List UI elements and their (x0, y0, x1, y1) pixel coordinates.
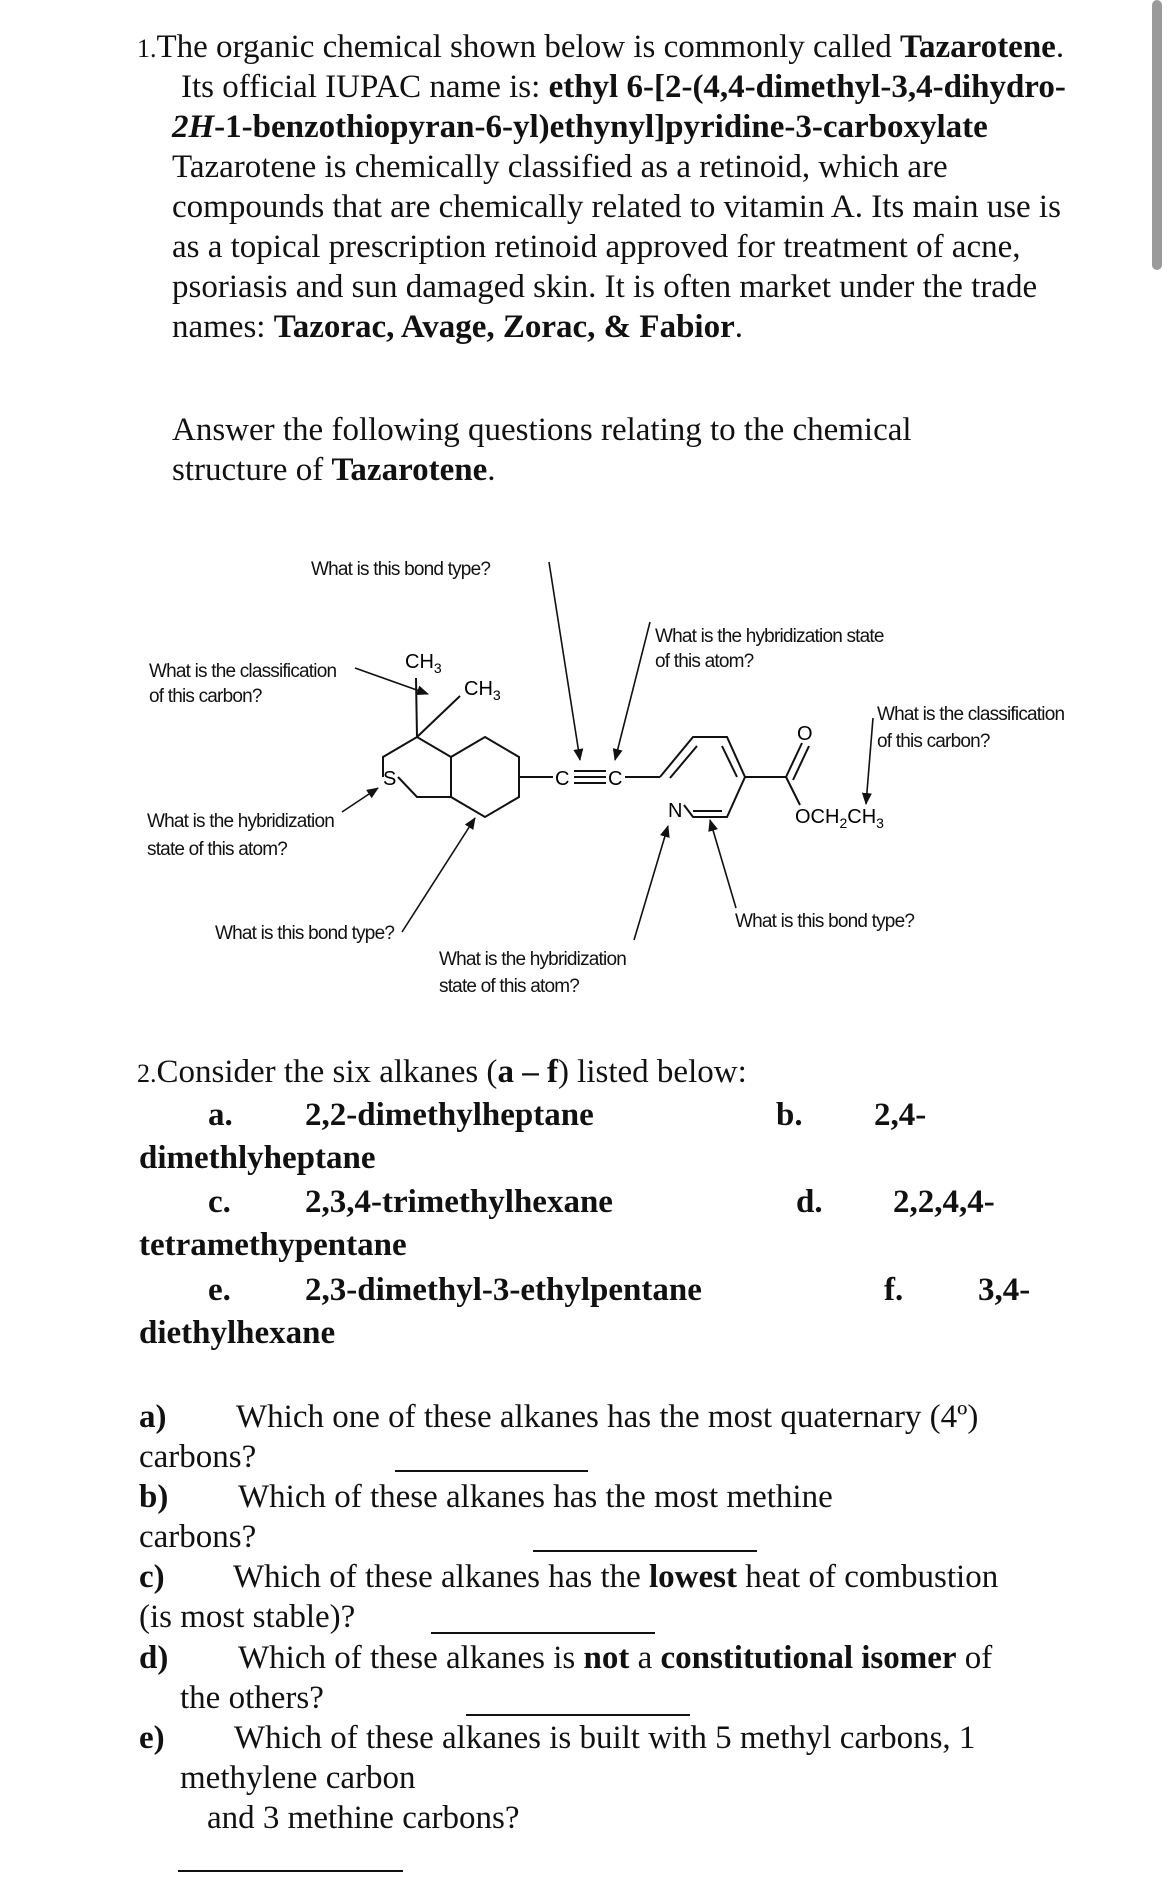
q1-line-5: compounds that are chemically related to vitamin A. Its main use is (172, 189, 1061, 225)
alkane-b-letter: b. (776, 1097, 803, 1133)
subq-d-post: of (956, 1640, 993, 1676)
arrow-bond-top (549, 562, 580, 760)
arrow-hyb-bottom (634, 826, 668, 940)
subq-d-pre: Which of these alkanes is (238, 1640, 584, 1676)
alkane-a-letter: a. (208, 1097, 233, 1133)
subq-b-line-1: Which of these alkanes has the most methine (238, 1479, 833, 1515)
subq-e-line-1: Which of these alkanes is built with 5 methyl carbons, 1 (234, 1720, 976, 1756)
alkane-d-name-2: tetramethypentane (139, 1227, 407, 1263)
alkane-c-name: 2,3,4-trimethylhexane (305, 1184, 613, 1220)
ester-bond-2 (786, 777, 800, 805)
label-classification-right-2: of this carbon? (877, 731, 990, 752)
alkane-d-letter: d. (796, 1184, 823, 1220)
q1-line-7: psoriasis and sun damaged skin. It is often market under the trade (172, 269, 1038, 305)
q1-line-6: as a topical prescription retinoid approved for treatment of acne, (172, 229, 1021, 265)
alkane-f-name-1: 3,4- (978, 1272, 1031, 1308)
atom-ch3-right: $CH_3$ (464, 678, 501, 703)
q1-l1-pre: The organic chemical shown below is commonly called (156, 29, 901, 65)
q1-number: 1. (137, 34, 157, 63)
arrow-classif-right (866, 718, 873, 804)
label-hybridization-right-1: What is the hybridization state (655, 626, 884, 647)
label-hybridization-bottom-2: state of this atom? (439, 976, 580, 997)
alkane-c-letter: c. (208, 1184, 231, 1220)
arrow-bond-bottom-right (710, 820, 736, 908)
arrow-hyb-left (342, 788, 378, 812)
q2-intro-pre: Consider the six alkanes ( (156, 1054, 498, 1090)
subq-d-bold-2: constitutional isomer (660, 1640, 957, 1676)
subq-b-letter: b) (139, 1479, 169, 1515)
alkane-e-name: 2,3-dimethyl-3-ethylpentane (305, 1272, 702, 1308)
subq-c-bold: lowest (649, 1559, 737, 1595)
q1-ans2-pre: structure of (172, 452, 332, 488)
alkane-b-name-1: 2,4- (874, 1097, 927, 1133)
subq-a-line-2: carbons? (139, 1439, 257, 1475)
alkane-a-name: 2,2-dimethylheptane (305, 1097, 594, 1133)
alkane-f-name-2: diethylhexane (139, 1315, 336, 1351)
q1-l3-bold: -1-benzothiopyran-6-yl)ethynyl]pyridine-3-carboxylate (214, 109, 988, 145)
q1-l8-post: . (734, 309, 743, 345)
subq-a-letter: a) (139, 1399, 167, 1435)
label-hybridization-right-2: of this atom? (655, 651, 754, 672)
pyridine-double-1 (670, 746, 697, 778)
label-bond-type-bottom-left: What is this bond type? (215, 923, 395, 944)
arrow-bond-bottom-left (402, 818, 475, 932)
q1-l3-italic: 2H (172, 109, 215, 145)
q2-intro (137, 1052, 747, 1094)
answer-blank-b[interactable] (533, 1550, 757, 1552)
subq-b-line-2: carbons? (139, 1519, 257, 1555)
q1-l1-bold: Tazarotene (900, 29, 1056, 65)
subq-e-letter: e) (139, 1720, 165, 1756)
pointer-arrows (342, 562, 873, 940)
q1-line-4: Tazarotene is chemically classified as a retinoid, which are (172, 149, 948, 185)
q1-l2-pre: Its official IUPAC name is: (181, 69, 549, 105)
label-classification-left-2: of this carbon? (149, 686, 262, 707)
q1-ans2-bold: Tazarotene (331, 452, 488, 488)
alkane-d-name-1: 2,2,4,4- (893, 1184, 995, 1220)
subq-d-letter: d) (139, 1640, 169, 1676)
answer-blank-e[interactable] (178, 1870, 403, 1872)
label-hybridization-left-1: What is the hybridization (147, 811, 334, 832)
carbonyl-bond-a (786, 743, 802, 777)
subq-d-line-1 (238, 1638, 992, 1678)
methyl-bond-2 (417, 696, 460, 737)
q1-ans2-post: . (487, 452, 496, 488)
atom-labels (383, 651, 884, 831)
q2-intro-post: ) listed below: (557, 1054, 747, 1090)
subq-d-line-2: the others? (180, 1680, 324, 1716)
q2-number: 2. (137, 1059, 157, 1088)
label-hybridization-bottom-1: What is the hybridization (439, 949, 626, 970)
subq-c-line-2: (is most stable)? (139, 1599, 356, 1635)
subq-c-post: heat of combustion (737, 1559, 999, 1595)
atom-carbon-alkyne-right: C (608, 768, 623, 790)
answer-blank-a[interactable] (395, 1470, 588, 1472)
atom-sulfur: S (383, 768, 397, 790)
label-hybridization-left-2: state of this atom? (147, 839, 288, 860)
atom-ch3-top: $CH_3$ (405, 651, 442, 676)
answer-blank-c[interactable] (431, 1632, 655, 1634)
subq-e-line-2: methylene carbon (180, 1760, 416, 1796)
answer-blank-d[interactable] (466, 1714, 690, 1716)
q1-trade-names: Tazorac, Avage, Zorac, & Fabior (273, 309, 735, 345)
alkane-b-name-2: dimethlyheptane (139, 1140, 376, 1176)
q1-l8-pre: names: (172, 309, 274, 345)
subq-e-line-3: and 3 methine carbons? (207, 1800, 520, 1836)
subq-d-bold-1: not (583, 1640, 630, 1676)
methyl-bond-1 (416, 678, 417, 737)
q2-intro-bold: a – f (497, 1054, 558, 1090)
pyridine-double-2 (722, 746, 737, 777)
label-bond-type-bottom-right: What is this bond type? (735, 911, 915, 932)
subq-c-letter: c) (139, 1559, 165, 1595)
label-classification-left-1: What is the classification (149, 661, 337, 682)
alkane-e-letter: e. (208, 1272, 231, 1308)
subq-c-pre: Which of these alkanes has the (233, 1559, 650, 1595)
atom-carbon-alkyne-left: C (555, 768, 570, 790)
subq-d-mid: a (629, 1640, 661, 1676)
q1-l2-bold: ethyl 6-[2-(4,4-dimethyl-3,4-dihydro- (548, 69, 1066, 105)
benzene-ring (451, 737, 519, 817)
carbonyl-bond-b (793, 746, 809, 780)
label-classification-right-1: What is the classification (877, 704, 1065, 725)
molecule-bonds (383, 678, 809, 817)
label-bond-type-top: What is this bond type? (311, 559, 491, 580)
subq-c-line-1 (233, 1557, 998, 1597)
atom-och2ch3: $OCH_2CH_3$ (795, 806, 884, 831)
q1-answer-line-1: Answer the following questions relating to the chemical (172, 412, 912, 448)
atom-oxygen: O (797, 723, 813, 745)
q1-l1-post: . (1055, 29, 1065, 65)
subq-a-line-1: Which one of these alkanes has the most quaternary (4º) (236, 1399, 979, 1435)
alkane-f-letter: f. (884, 1272, 904, 1308)
atom-nitrogen: N (668, 800, 683, 822)
arrow-hyb-right (615, 622, 650, 760)
